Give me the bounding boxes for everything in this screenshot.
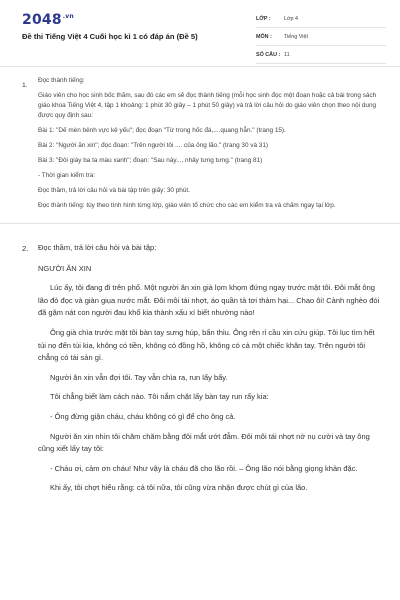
question-2 <box>0 242 400 495</box>
paragraph: Bài 3: "Đôi giày ba ta màu xanh"; đoạn: "Sau này..., nhảy tưng tưng." (trang 81) <box>38 157 263 164</box>
section-divider <box>0 223 400 224</box>
story-title: NGƯỜI ĂN XIN <box>38 263 92 273</box>
paragraph: Đọc thành tiếng: <box>38 77 85 84</box>
story-paragraph: Ông già chìa trước mặt tôi bàn tay sưng húp, bẩn thỉu. Ông rên rỉ cầu xin cứu giúp. Tôi lục tìm hết túi nọ đến túi kia, không có tiền, không có đồng hồ, không có cả một chiếc khăn tay. Trên người tôi chẳng có tài sản gì. <box>38 327 375 363</box>
story-paragraph: Tôi chẳng biết làm cách nào. Tôi nắm chặt lấy bàn tay run rẩy kia: <box>50 392 269 402</box>
question-body <box>38 76 382 211</box>
paragraph: Đọc thành tiếng: tùy theo tình hình từng lớp, giáo viên tổ chức cho các em kiểm tra và chấm ngay tại lớp. <box>38 202 336 209</box>
paragraph: Bài 2: "Người ăn xin"; đọc đoạn: "Trên người tôi .... của ông lão." (trang 30 và 31) <box>38 142 269 149</box>
story-paragraph: Khi ấy, tôi chợt hiểu rằng: cả tôi nữa, tôi cũng vừa nhận được chút gì của lão. <box>50 483 308 493</box>
story-paragraph: - Ông đừng giận cháu, cháu không có gì để cho ông cả. <box>50 411 236 421</box>
logo-suffix: .vn <box>62 13 74 21</box>
story-paragraph: - Cháu ơi, cảm ơn cháu! Như vậy là cháu đã cho lão rồi. – Ông lão nói bằng giọng khản đặc. <box>50 463 358 473</box>
paragraph: Giáo viên cho học sinh bốc thăm, sau đó các em sẽ đọc thành tiếng (mỗi học sinh đọc một đoạn hoặc cả bài trong sách giáo khoa Tiếng Việt 4, tập 1 khoảng: 1 phút 30 giây – 1 phút 50 giây) và trả lời câu hỏi do giáo viên chọn theo nội dung được quy định sau: <box>38 92 377 119</box>
document-title: Đề thi Tiếng Việt 4 Cuối học kì 1 có đáp án (Đề 5) <box>22 32 198 41</box>
document-content <box>0 76 400 502</box>
meta-row-subject <box>256 28 386 46</box>
document-meta <box>256 10 386 64</box>
story-paragraph: Người ăn xin vẫn đợi tôi. Tay vẫn chìa ra, run lẩy bẩy. <box>50 372 228 382</box>
question-number: 2. <box>22 244 29 253</box>
question-number: 1. <box>22 82 28 89</box>
site-logo[interactable] <box>22 12 74 28</box>
meta-label: LỚP : <box>256 15 271 22</box>
meta-value: 11 <box>284 51 290 58</box>
story-paragraph: Lúc ấy, tôi đang đi trên phố. Một người ăn xin già lọm khọm đứng ngay trước mặt tôi. Đôi mắt ông lão đỏ đọc và giàn giụa nước mắt. Đôi môi tái nhợt, áo quần tả tơi thảm hại... Chao ôi! Cảnh nghèo đói đã gặm nát con người đau khổ kia thành xấu xí biết nhường nào! <box>38 283 380 318</box>
meta-label: MÔN : <box>256 33 272 40</box>
paragraph: Đọc thầm, trả lời câu hỏi và bài tập trên giấy: 30 phút. <box>38 187 190 194</box>
meta-row-class <box>256 10 386 28</box>
page-header <box>0 0 400 67</box>
meta-label: SỐ CÂU : <box>256 51 281 58</box>
logo-text: 2048 <box>22 12 62 28</box>
question-body <box>38 242 382 495</box>
paragraph: Bài 1: "Dế mèn bênh vực kẻ yếu"; đọc đoạn "Từ trong hốc đá,....quang hẳn." (trang 15). <box>38 127 286 134</box>
paragraph: - Thời gian kiểm tra: <box>38 172 95 179</box>
story-paragraph: Người ăn xin nhìn tôi chăm chăm bằng đôi mắt ướt đẫm. Đôi môi tái nhợt nở nụ cười và tay ông cũng xiết lấy tay tôi: <box>38 431 370 454</box>
meta-value: Lớp 4 <box>284 15 299 22</box>
meta-row-question-count <box>256 46 386 64</box>
question-1 <box>0 76 400 211</box>
question-prompt: Đọc thầm, trả lời câu hỏi và bài tập: <box>38 243 157 252</box>
meta-value: Tiếng Việt <box>284 33 308 40</box>
